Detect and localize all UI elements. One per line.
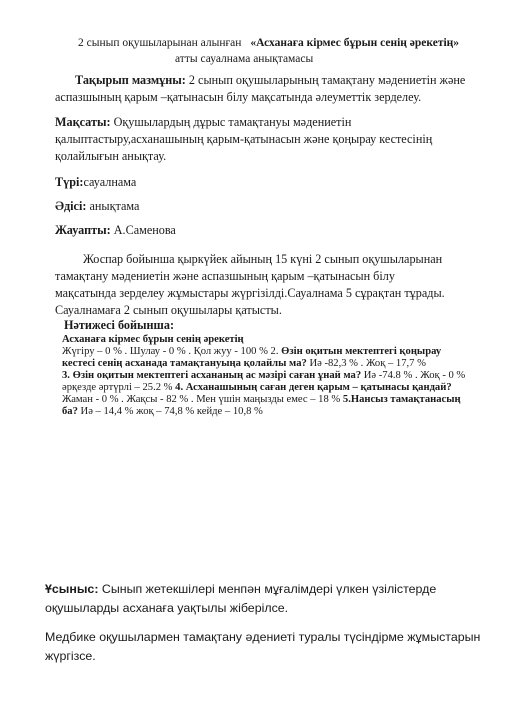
goal-line-2: қалыптастыру,асханашының қарым-қатынасын және қоңырау кестесінің (55, 132, 433, 146)
responsible-row (55, 223, 176, 238)
type-value: сауалнама (83, 175, 137, 189)
method-label: Әдісі: (55, 199, 87, 213)
results-line-6-text: Иә – 14,4 % жоқ – 74,8 % кейде – 10,8 % (80, 406, 263, 417)
goal-line-1 (55, 115, 351, 130)
goal-text: Оқушылардың дұрыс тамақтануы мәдениетін (113, 115, 352, 129)
method-value: анықтама (89, 199, 140, 213)
plan-line-4: Сауалнамаға 2 сынып оқушылары қатысты. (55, 303, 282, 317)
results-line-2-text: Иә -82,3 % . Жоқ – 17,7 % (309, 358, 426, 369)
plan-line-2: тамақтану мәдениетін және аспазшының қарым –қатынасын білу (55, 269, 395, 283)
type-row (55, 175, 136, 190)
results-line-4-text: әрқезде әртүрлі – 25.2 % (62, 382, 173, 393)
plan-line-3: мақсатында зерделеу жұмыстары жүргізілді.Сауалнама 5 сұрақтан тұрады. (55, 286, 445, 300)
results-line-4-bold: 4. Асханашының саған деген қарым – қатынасы қандай? (175, 382, 452, 393)
topic-line-2: аспазшының қарым –қатынасын білу мақсатында әлеуметтік зерделеу. (55, 90, 422, 104)
method-row (55, 199, 139, 214)
header-line-2: атты сауалнама анықтамасы (175, 53, 314, 65)
recommendation-line-2: оқушыларды асханаға уақтылы жіберілсе. (45, 601, 289, 615)
recommendation-line-3: Медбике оқушылармен тамақтану әдениеті туралы түсіндірме жұмыстарын (45, 630, 481, 644)
goal-label: Мақсаты: (55, 115, 111, 129)
results-q1-title: Асханаға кірмес бұрын сенің әрекетің (62, 334, 244, 345)
topic-label: Тақырып мазмұны: (75, 73, 186, 87)
recommendation-line-4: жүргізсе. (45, 649, 96, 663)
header-line-1 (78, 37, 459, 49)
results-line-6-bold: ба? (62, 406, 78, 417)
results-line-3-text: Иә -74.8 % . Жоқ - 0 % (363, 370, 466, 381)
results-heading: Нәтижесі бойынша: (64, 318, 175, 332)
topic-line-1 (75, 73, 465, 88)
responsible-value: А.Саменова (113, 223, 176, 237)
results-line-3-bold: 3. Өзін оқитын мектептегі асхананың ас мәзірі саған ұнай ма? (62, 370, 362, 381)
recommendation-line-1 (45, 580, 436, 598)
recommendation-label: Ұсыныс: (45, 582, 99, 596)
goal-line-3: қолайлығын анықтау. (55, 149, 167, 163)
responsible-label: Жауапты: (55, 223, 111, 237)
topic-text: 2 сынып оқушыларының тамақтану мәдениетін және (188, 73, 466, 87)
results-line-1-text: Жүгіру – 0 % . Шулау - 0 % . Қол жуу - 100 % 2. (62, 346, 279, 357)
plan-line-1: Жоспар бойынша қыркүйек айының 15 күні 2 сынып оқушыларынан (83, 252, 443, 266)
results-line-6 (62, 405, 263, 418)
results-line-5-bold: 5.Нансыз тамақтанасың (342, 394, 461, 405)
results-line-2-bold: кестесі сенің асханада тамақтануыңа қолайлы ма? (62, 358, 307, 369)
recommendation-text: Сынып жетекшілері менпән мұғалімдері үлкен үзілістерде (101, 582, 437, 596)
results-line-1-bold: Өзін оқитын мектептегі қоңырау (281, 346, 442, 357)
type-label: Түрі: (55, 175, 84, 189)
results-line-5-text: Жаман - 0 % . Жақсы - 82 % . Мен үшін маңызды емес – 18 % (62, 394, 341, 405)
survey-title: «Асханаға кірмес бұрын сенің әрекетің» (250, 37, 460, 49)
header-prefix: 2 сынып оқушыларынан алынған (78, 37, 242, 49)
